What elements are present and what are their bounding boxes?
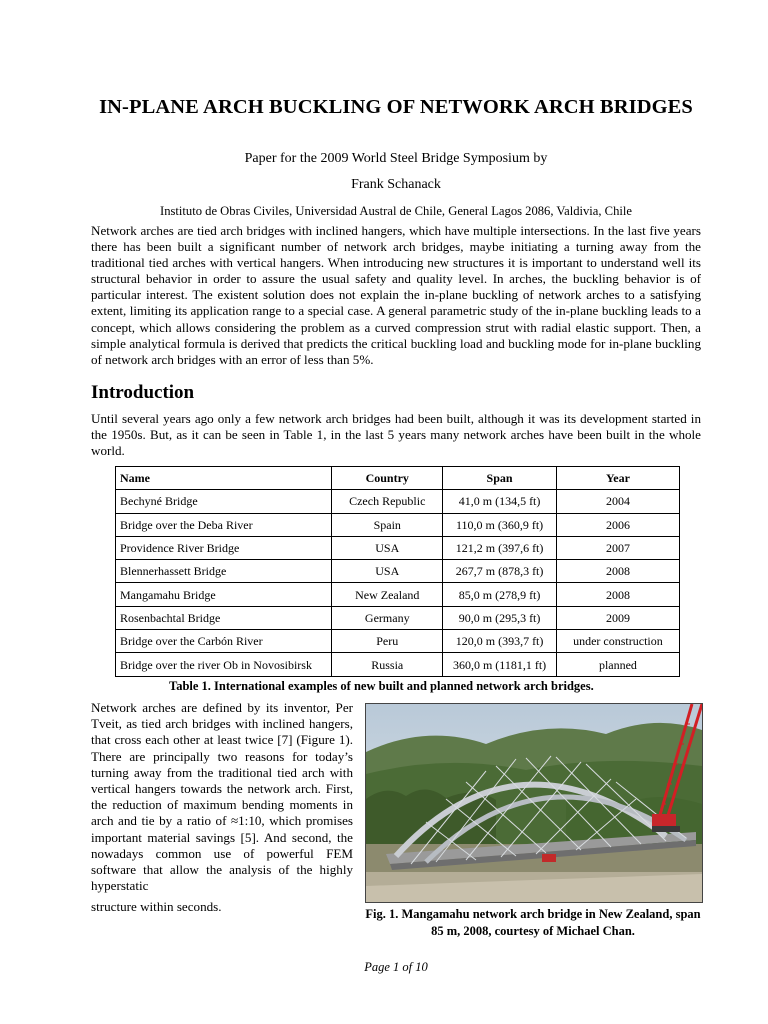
cell-year: 2004 [556, 490, 679, 513]
cell-name: Bridge over the Carbón River [116, 630, 332, 653]
cell-span: 360,0 m (1181,1 ft) [443, 653, 557, 676]
cell-country: New Zealand [332, 583, 443, 606]
col-header-year: Year [556, 467, 679, 490]
cell-year: 2009 [556, 606, 679, 629]
cell-name: Blennerhassett Bridge [116, 560, 332, 583]
cell-name: Bechyné Bridge [116, 490, 332, 513]
bridge-photo-image [366, 704, 702, 902]
cell-span: 110,0 m (360,9 ft) [443, 513, 557, 536]
cell-year: 2008 [556, 583, 679, 606]
cell-name: Bridge over the Deba River [116, 513, 332, 536]
cell-span: 267,7 m (878,3 ft) [443, 560, 557, 583]
table-row [116, 536, 680, 559]
figure-caption: Fig. 1. Mangamahu network arch bridge in New Zealand, span 85 m, 2008, courtesy of Michael Chan. [365, 907, 701, 938]
table-row [116, 630, 680, 653]
cell-span: 121,2 m (397,6 ft) [443, 536, 557, 559]
cell-country: Russia [332, 653, 443, 676]
cell-span: 41,0 m (134,5 ft) [443, 490, 557, 513]
paper-title: IN-PLANE ARCH BUCKLING OF NETWORK ARCH BRIDGES [99, 96, 693, 118]
cell-span: 85,0 m (278,9 ft) [443, 583, 557, 606]
table-row [116, 583, 680, 606]
cell-country: Spain [332, 513, 443, 536]
col-header-country: Country [332, 467, 443, 490]
bridge-table [115, 466, 680, 677]
cell-year: 2007 [556, 536, 679, 559]
cell-country: USA [332, 536, 443, 559]
paper-subtitle: Paper for the 2009 World Steel Bridge Symposium by [244, 151, 548, 166]
cell-year: 2008 [556, 560, 679, 583]
cell-year: 2006 [556, 513, 679, 536]
table-caption: Table 1. International examples of new built and planned network arch bridges. [169, 679, 594, 693]
author: Frank Schanack [351, 177, 441, 192]
cell-name: Providence River Bridge [116, 536, 332, 559]
cell-country: Peru [332, 630, 443, 653]
table-header-row [116, 467, 680, 490]
col-header-span: Span [443, 467, 557, 490]
table-row [116, 560, 680, 583]
cell-name: Mangamahu Bridge [116, 583, 332, 606]
table-row [116, 653, 680, 676]
cell-name: Rosenbachtal Bridge [116, 606, 332, 629]
cell-country: Germany [332, 606, 443, 629]
body-text-end: structure within seconds. [91, 899, 222, 915]
bridge-photo [365, 703, 703, 903]
cell-span: 120,0 m (393,7 ft) [443, 630, 557, 653]
table-row [116, 606, 680, 629]
cell-year: planned [556, 653, 679, 676]
body-paragraph [91, 700, 353, 916]
body-text: Network arches are defined by its inventor, Per Tveit, as tied arch bridges with inclined hangers, that cross each other at least twice [7] (Figure 1). There are principally two reasons for today’s turning away from the traditional tied arch with vertical hangers towards the network arch. First, the reduction of maximum bending moments in arch and tie by a ratio of ≈1:10, which promises important material savings [5]. And second, the nowadays common use of powerful FEM software that allow the analysis of the highly hyperstatic [91, 700, 353, 894]
col-header-name: Name [116, 467, 332, 490]
abstract: Network arches are tied arch bridges with inclined hangers, which have multiple intersections. In the last five years there has been built a significant number of network arch bridges, maybe initiating a turning away from the traditional tied arches with vertical hangers. When introducing new structures it is important to understand well its structural behavior in order to assure the usual safety and quality level. In arches, the buckling behavior is of particular interest. The existent solution does not explain the in-plane buckling of network arches to a satisfying extent, limiting its application range to a special case. A general parametric study of the in-plane buckling leads to a concept, which allows considering the problem as a curved compression strut with radial elastic support. Then, a simple analytical formula is derived that predicts the critical buckling load and buckling mode for in-plane buckling of network arch bridges with an error of less than 5%. [91, 223, 701, 367]
affiliation: Instituto de Obras Civiles, Universidad Austral de Chile, General Lagos 2086, Valdivia, Chile [160, 204, 632, 218]
cell-name: Bridge over the river Ob in Novosibirsk [116, 653, 332, 676]
table-row [116, 490, 680, 513]
cell-country: Czech Republic [332, 490, 443, 513]
cell-span: 90,0 m (295,3 ft) [443, 606, 557, 629]
page-footer: Page 1 of 10 [364, 960, 428, 974]
section-heading: Introduction [91, 382, 195, 403]
cell-year: under construction [556, 630, 679, 653]
cell-country: USA [332, 560, 443, 583]
intro-paragraph: Until several years ago only a few network arch bridges had been built, although it was its development started in the 1950s. But, as it can be seen in Table 1, in the last 5 years many network arches have been built in the whole world. [91, 411, 701, 459]
table-row [116, 513, 680, 536]
